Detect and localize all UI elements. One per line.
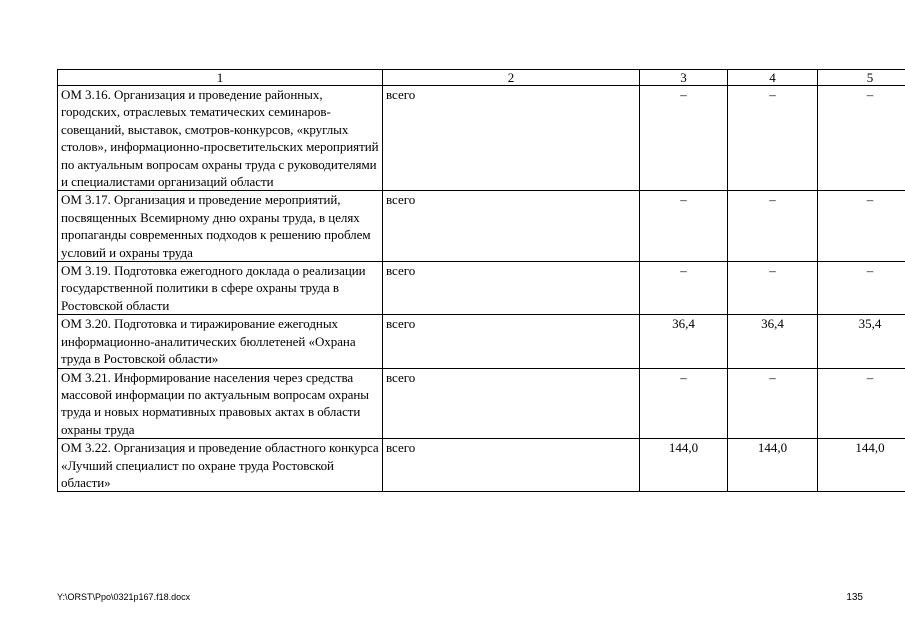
event-description: ОМ 3.20. Подготовка и тиражирование ежегодных информационно-аналитических бюллетеней «Охрана труда в Ростовской области» <box>58 315 383 368</box>
table-row <box>58 439 905 492</box>
table-row <box>58 368 905 439</box>
value-col-5: 144,0 <box>818 439 905 492</box>
event-description: ОМ 3.21. Информирование населения через средства массовой информации по актуальным вопросам охраны труда и новых нормативных правовых актах в области охраны труда <box>58 368 383 439</box>
table-header-row <box>58 70 905 86</box>
value-col-4: 36,4 <box>728 315 818 368</box>
funding-source: всего <box>383 368 640 439</box>
value-col-3: 36,4 <box>640 315 728 368</box>
value-col-3: 144,0 <box>640 439 728 492</box>
value-col-3: – <box>640 262 728 315</box>
value-col-4: 144,0 <box>728 439 818 492</box>
value-col-5: – <box>818 368 905 439</box>
funding-source: всего <box>383 191 640 262</box>
column-header-4: 4 <box>728 70 818 86</box>
column-header-3: 3 <box>640 70 728 86</box>
event-description: ОМ 3.19. Подготовка ежегодного доклада о реализации государственной политики в сфере охраны труда в Ростовской области <box>58 262 383 315</box>
table-row <box>58 262 905 315</box>
column-header-5: 5 <box>818 70 905 86</box>
value-col-4: – <box>728 262 818 315</box>
value-col-4: – <box>728 191 818 262</box>
column-header-1: 1 <box>58 70 383 86</box>
table-row <box>58 315 905 368</box>
value-col-5: – <box>818 86 905 191</box>
event-description: ОМ 3.17. Организация и проведение мероприятий, посвященных Всемирному дню охраны труда, в целях пропаганды современных подходов к решению проблем условий и охраны труда <box>58 191 383 262</box>
funding-source: всего <box>383 86 640 191</box>
funding-source: всего <box>383 262 640 315</box>
event-description: ОМ 3.22. Организация и проведение областного конкурса «Лучший специалист по охране труда Ростовской области» <box>58 439 383 492</box>
value-col-4: – <box>728 86 818 191</box>
value-col-4: – <box>728 368 818 439</box>
table-row <box>58 191 905 262</box>
value-col-5: 35,4 <box>818 315 905 368</box>
value-col-5: – <box>818 262 905 315</box>
page-number: 135 <box>846 592 863 603</box>
value-col-3: – <box>640 86 728 191</box>
table-row <box>58 86 905 191</box>
value-col-3: – <box>640 368 728 439</box>
funding-source: всего <box>383 439 640 492</box>
event-description: ОМ 3.16. Организация и проведение районных, городских, отраслевых тематических семинаров-совещаний, выставок, смотров-конкурсов, «круглых столов», информационно-просветительских мероприятий по актуальным вопросам охраны труда с руководителями и специалистами организаций области <box>58 86 383 191</box>
value-col-3: – <box>640 191 728 262</box>
funding-source: всего <box>383 315 640 368</box>
program-events-table <box>57 69 905 492</box>
column-header-2: 2 <box>383 70 640 86</box>
footer-file-path: Y:\ORST\Ppo\0321p167.f18.docx <box>57 592 191 602</box>
value-col-5: – <box>818 191 905 262</box>
